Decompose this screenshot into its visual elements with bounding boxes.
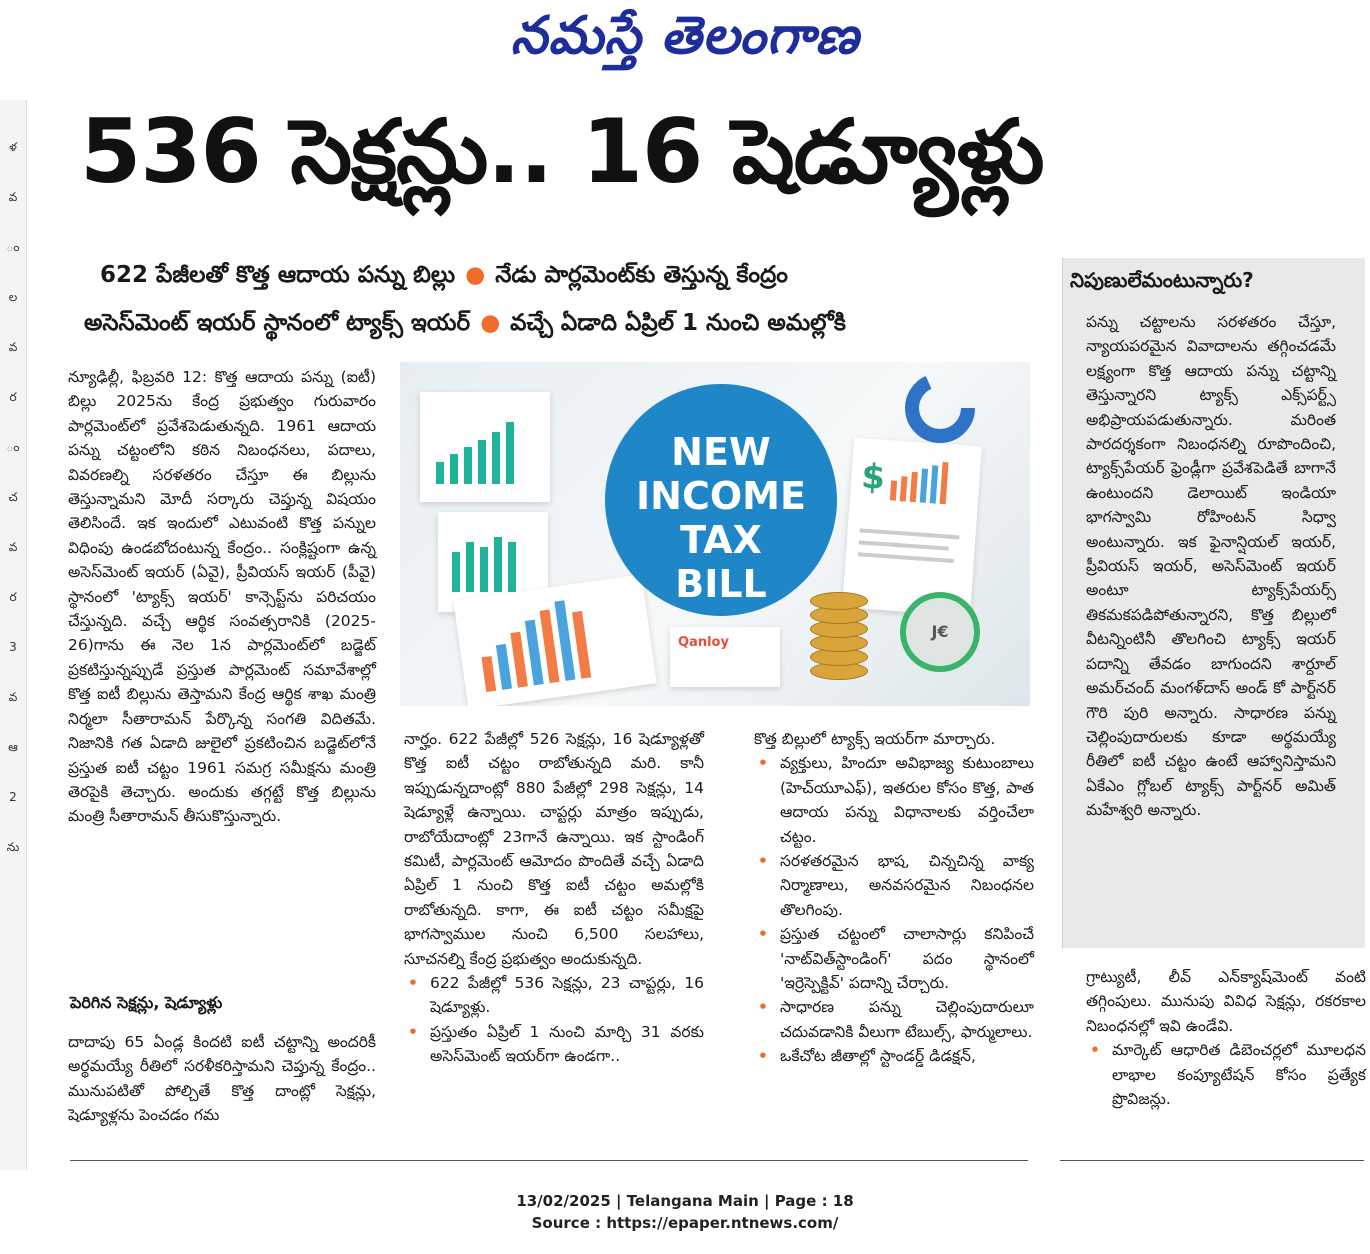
circle-line-4: BILL (675, 562, 767, 606)
list-item: • ఒకేచోట జీతాల్లో స్టాండర్డ్ డిడక్షన్, (754, 1044, 1034, 1068)
article-column-2 (404, 727, 704, 1069)
subhead-1a: 622 పేజీలతో కొత్త ఆదాయ పన్ను బిల్లు (100, 262, 456, 288)
income-tax-bill-illustration (400, 362, 1030, 706)
bullet-dot-icon: ● (465, 262, 486, 288)
key-points-list (404, 971, 704, 1069)
article-column-3 (754, 727, 1034, 1069)
divider (1060, 1160, 1364, 1161)
coin-badge-icon: J€ (900, 592, 980, 672)
article-column-1: న్యూఢిల్లీ, ఫిబ్రవరి 12: కొత్త ఆదాయ పన్ను (ఐటీ) బిల్లు 2025ను కేంద్ర ప్రభుత్వం గురువారం పార్లమెంట్‌లో ప్రవేశపెడుతున్నది. 1961 ఆదాయ పన్ను చట్టంలోని కఠిన నిబంధనలు, పదాలు, వివరణల్ని సరళతరం చేస్తూ ఈ బిల్లును తెస్తున్నామని మోదీ సర్కారు చెప్తున్న విషయం తెలిసిందే. ఇక ఇందులో ఎటువంటి కొత్త పన్నుల విధింపు ఉండబోదంటున్న కేంద్రం.. సంక్లిష్టంగా ఉన్న అసెస్‌మెంట్ ఇయర్ (ఏవై), ప్రీవియస్ ఇయర్ (పీవై) స్థానంలో 'ట్యాక్స్ ఇయర్' కాన్సెప్ట్‌ను పరిచయం చేస్తున్నది. వచ్చే ఆర్థిక సంవత్సరానికి (2025-26)గాను ఈ నెల 1న పార్లమెంట్‌లో బడ్జెట్ ప్రకటిస్తున్నప్పుడే ప్రస్తుత పార్లమెంట్ సమావేశాల్లో కొత్త ఐటీ బిల్లును తెస్తామని కేంద్ర ఆర్థిక శాఖ మంత్రి నిర్మలా సీతారామన్ పేర్కొన్న సంగతి విదితమే. నిజానికి గత ఏడాది జులైలో ప్రకటించిన బడ్జెట్‌లోనే ప్రస్తుత ఐటీ చట్టం 1961 సమగ్ర సమీక్షను మంత్రి తెరపైకి తెచ్చారు. అందుకు తగ్గట్టే కొత్త బిల్లును మంత్రి సీతారామన్ తీసుకొస్తున్నారు. (68, 368, 376, 826)
brand-text: Qanloy (678, 635, 729, 650)
circle-line-3: TAX (680, 518, 762, 562)
sidebox-body: పన్ను చట్టాలను సరళతరం చేస్తూ, న్యాయపరమైన వివాదాలను తగ్గించడమే లక్ష్యంగా కొత్త ఆదాయ పన్ను చట్టాన్ని తెస్తున్నారని ట్యాక్స్ ఎక్స్‌పర్ట్స్ అభిప్రాయపడుతున్నారు. మరింత పారదర్శకంగా నిబంధనల్ని రూపొందించి, ట్యాక్స్‌పేయర్ ఫ్రెండ్లీగా ప్రవేశపెడితే బాగానే ఉంటుందని డెలాయిట్ ఇండియా భాగస్వామి రోహింటన్ సిధ్వా అంటున్నారు. ఇక ఫైనాన్షియల్ ఇయర్, ప్రీవియస్ ఇయర్, అసెస్‌మెంట్ ఇయర్ అంటూ ట్యాక్స్‌పేయర్స్ తికమకపడిపోతున్నారని, కొత్త బిల్లులో వీటన్నింటినీ తొలగించి ట్యాక్స్ ఇయర్ పదాన్ని తేవడం బాగుందని శార్దూల్ అమర్‌చంద్ మంగళ్‌దాస్ అండ్ కో పార్ట్‌నర్ గౌరి పురి అన్నారు. సాధారణ పన్ను చెల్లింపుదారులకు కూడా అర్థమయ్యే రీతిలో ఐటీ చట్టం ఉంటే ఆహ్వానిస్తామని ఏకేఎం గ్లోబల్ ట్యాక్స్ పార్ట్‌నర్ అమిత్ మహేశ్వరి అన్నారు. (1086, 313, 1336, 820)
sidebox-title: నిపుణులేమంటున్నారు? (1070, 268, 1254, 292)
circle-title-text (605, 430, 837, 606)
circle-line-2: INCOME (636, 474, 806, 518)
column-2-body: నార్హం. 622 పేజీల్లో 526 సెక్షన్లు, 16 షెడ్యూళ్లతో కొత్త ఐటీ చట్టం రాబోతున్నది మరి. కానీ ఇప్పుడున్నదాంట్లో 880 పేజీల్లో 298 సెక్షన్లు, 14 షెడ్యూళ్లే ఉన్నాయి. చాప్టర్లు మాత్రం ఇప్పుడు, రాబోయేదాంట్లో 23గానే ఉన్నాయి. ఇక స్టాండింగ్ కమిటీ, పార్లమెంట్ ఆమోదం పొందితే వచ్చే ఏడాది ఏప్రిల్ 1 నుంచి కొత్త ఐటీ చట్టం అమల్లోకి రాబోతున్నది. కాగా, ఈ ఐటీ చట్టం సమీక్షపై భాగస్వాముల నుంచి 6,500 సలహాలు, సూచనల్ని కేంద్ర ప్రభుత్వం అందుకున్నది. (404, 730, 704, 968)
subhead-2b: వచ్చే ఏడాది ఏప్రిల్ 1 నుంచి అమల్లోకి (510, 310, 846, 336)
dollar-icon: $ (860, 456, 887, 498)
subhead-line-1 (100, 262, 1050, 294)
list-item: • 622 పేజీల్లో 536 సెక్షన్లు, 23 చాప్టర్లు, 16 షెడ్యూళ్లు. (404, 971, 704, 1020)
article-column-1-continued: దాదాపు 65 ఏండ్ల కిందటి ఐటీ చట్టాన్ని అందరికీ అర్థమయ్యే రీతిలో సరళీకరిస్తామని చెప్తున్న కేంద్రం.. మునుపటితో పోల్చితే కొత్త దాంట్లో సెక్షన్లు, షెడ్యూళ్లను పెంచడం గమ (68, 1033, 376, 1125)
bullet-dot-icon: ● (480, 310, 501, 336)
article-column-4 (1086, 965, 1366, 1111)
key-points-list (754, 751, 1034, 1068)
list-item: • సరళతరమైన భాష, చిన్నచిన్న వాక్య నిర్మాణాలు, అనవసరమైన నిబంధనల తొలగింపు. (754, 849, 1034, 922)
list-item: • మార్కెట్ ఆధారిత డిబెంచర్లలో మూలధన లాభాల కంప్యూటేషన్ కోసం ప్రత్యేక ప్రొవిజన్లు. (1086, 1038, 1366, 1111)
footer-source-link[interactable]: Source : https://epaper.ntnews.com/ (531, 1214, 839, 1232)
report-card-icon (842, 438, 982, 617)
donut-chart-icon (900, 368, 980, 448)
subhead-line-2 (84, 310, 1034, 342)
chart-card-icon (420, 392, 550, 502)
list-item: • ప్రస్తుతం ఏప్రిల్ 1 నుంచి మార్చి 31 వరకు అసెస్‌మెంట్ ఇయర్‌గా ఉండగా.. (404, 1020, 704, 1069)
masthead-logo: నమస్తే తెలంగాణ (510, 6, 860, 66)
subhead-2a: అసెస్‌మెంట్ ఇయర్ స్థానంలో ట్యాక్స్ ఇయర్ (84, 310, 471, 336)
section-subhead: పెరిగిన సెక్షన్లు, షెడ్యూళ్లు (70, 993, 223, 1012)
circle-line-1: NEW (671, 430, 771, 474)
list-item: • వ్యక్తులు, హిందూ అవిభాజ్య కుటుంబాలు (హెచ్‌యూఎఫ్), ఇతరుల కోసం కొత్త, పాత ఆదాయ పన్ను విధానాలకు వర్తించేలా చట్టం. (754, 751, 1034, 849)
column-4-lead: గ్రాట్యుటీ, లీవ్ ఎన్‌క్యాష్‌మెంట్ వంటి తగ్గింపులు. మునుపు వివిధ సెక్షన్లు, రకరకాల నిబంధనల్లో ఇవి ఉండేవి. (1086, 968, 1366, 1035)
footer-date-page: 13/02/2025 | Telangana Main | Page : 18 (516, 1192, 854, 1210)
list-item: • సాధారణ పన్ను చెల్లింపుదారులూ చదువడానికి వీలుగా టేబుల్స్, ఫార్ములాలు. (754, 995, 1034, 1044)
key-points-list (1086, 1038, 1366, 1111)
list-item: • ప్రస్తుత చట్టంలో చాలాసార్లు కనిపించే 'నాట్‌విత్‌స్టాండింగ్' పదం స్థానంలో 'ఇర్రెస్పెక్టివ్' పదాన్ని చేర్చారు. (754, 922, 1034, 995)
divider (70, 1160, 1028, 1161)
adjacent-page-strip: ళ వ ం ల వ ర ం చ వ ర 3 వ ఆ 2 ను (0, 100, 27, 1170)
column-3-lead: కొత్త బిల్లులో ట్యాక్స్ ఇయర్‌గా మార్చారు. (754, 730, 996, 748)
main-headline: 536 సెక్షన్లు.. 16 షెడ్యూళ్లు (80, 100, 1044, 203)
subhead-1b: నేడు పార్లమెంట్‌కు తెస్తున్న కేంద్రం (495, 262, 788, 288)
brand-card (670, 627, 780, 687)
